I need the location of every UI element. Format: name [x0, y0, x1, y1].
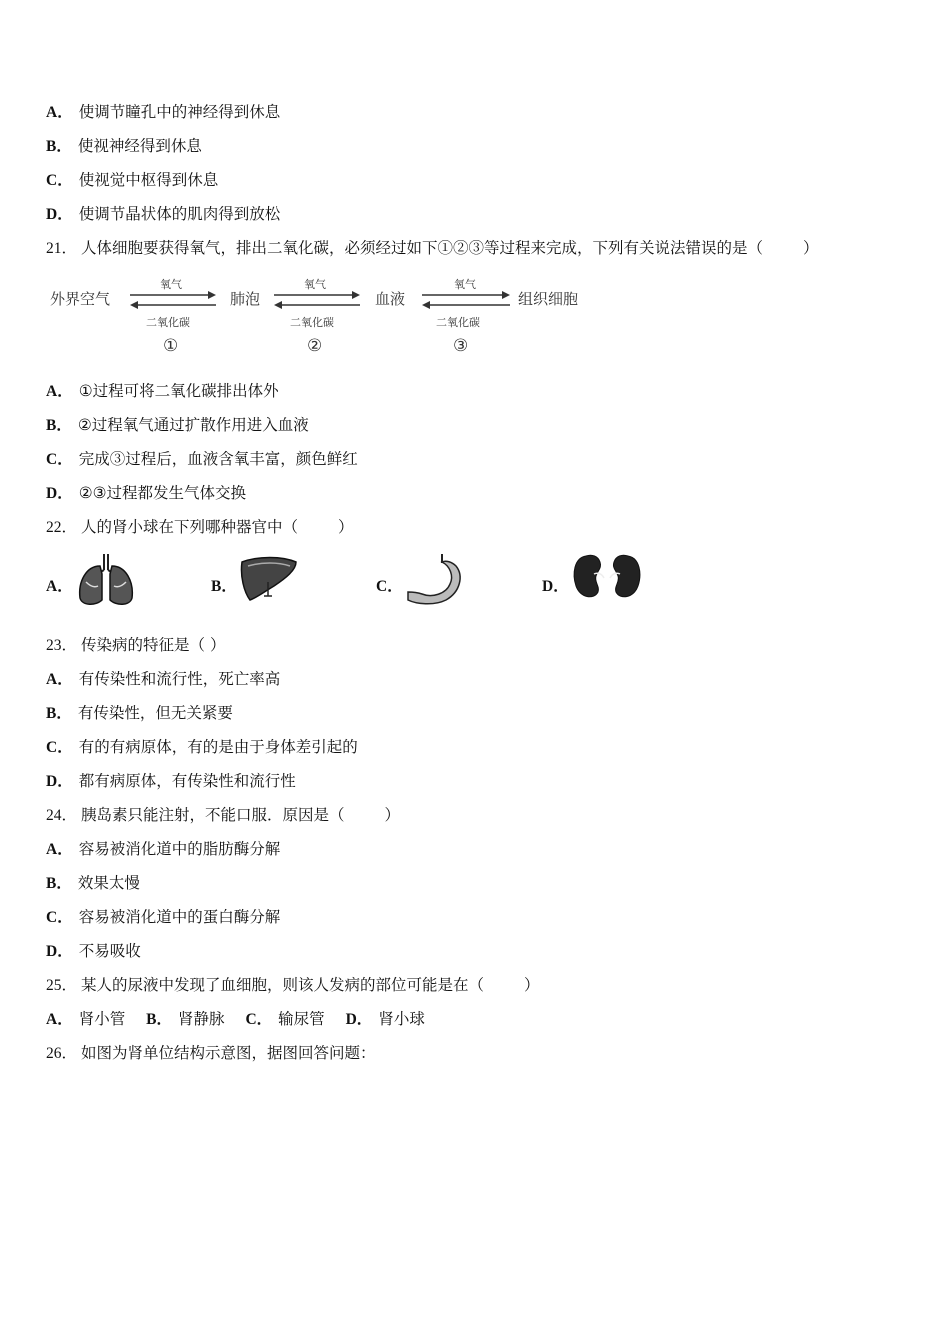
q25-option-c-label: C．: [245, 1011, 273, 1028]
q26-stem: 26． 如图为肾单位结构示意图，据图回答问题：: [46, 1044, 376, 1062]
q25-option-c-text: 输尿管: [278, 1010, 325, 1028]
node-tissue-cells: 组织细胞: [518, 290, 579, 308]
q21-option-d: D． ②③过程都发生气体交换: [46, 484, 246, 502]
label-co2-2: 二氧化碳: [290, 316, 334, 329]
q21-option-c: C． 完成③过程后，血液含氧丰富，颜色鲜红: [46, 450, 358, 468]
node-outside-air: 外界空气: [50, 290, 111, 308]
q22-option-a-label: A．: [46, 578, 73, 595]
q24-option-d: D． 不易吸收: [46, 942, 141, 960]
q25-stem: 25． 某人的尿液中发现了血细胞，则该人发病的部位可能是在（ ）: [46, 976, 540, 994]
node-blood: 血液: [375, 290, 406, 308]
step-1: ①: [163, 336, 179, 356]
step-3: ③: [453, 336, 469, 356]
q20-option-d: D． 使调节晶状体的肌肉得到放松: [46, 205, 281, 223]
q23-option-b: B． 有传染性，但无关紧要: [46, 704, 233, 722]
q25-option-b-label: B．: [146, 1011, 172, 1028]
q24-option-b: B． 效果太慢: [46, 874, 140, 892]
gas-exchange-diagram: [46, 276, 606, 366]
q20-option-c: C． 使视觉中枢得到休息: [46, 171, 219, 189]
q23-option-d: D． 都有病原体，有传染性和流行性: [46, 772, 296, 790]
double-arrow-1: [128, 290, 218, 310]
q22-option-c-label: C．: [376, 578, 403, 595]
label-oxygen-3: 氧气: [454, 278, 476, 291]
node-alveoli: 肺泡: [230, 290, 261, 308]
q21-option-b: B． ②过程氧气通过扩散作用进入血液: [46, 416, 309, 434]
kidneys-icon: [572, 552, 644, 602]
q24-stem: 24． 胰岛素只能注射，不能口服．原因是（ ）: [46, 806, 401, 824]
q22-stem: 22． 人的肾小球在下列哪种器官中（ ）: [46, 518, 354, 536]
q21-stem: 21． 人体细胞要获得氧气，排出二氧化碳，必须经过如下①②③等过程来完成，下列有关说法错误的是（ ）: [46, 239, 819, 257]
q21-option-a: A． ①过程可将二氧化碳排出体外: [46, 382, 279, 400]
q25-option-d-label: D．: [345, 1011, 373, 1028]
double-arrow-2: [272, 290, 362, 310]
q23-option-c: C． 有的有病原体，有的是由于身体差引起的: [46, 738, 358, 756]
label-oxygen-1: 氧气: [160, 278, 182, 291]
q25-options: [46, 1009, 425, 1030]
label-co2-1: 二氧化碳: [146, 316, 190, 329]
label-co2-3: 二氧化碳: [436, 316, 480, 329]
q23-stem: 23． 传染病的特征是（ ）: [46, 636, 226, 654]
q25-option-a-text: 肾小管: [78, 1010, 126, 1028]
step-2: ②: [307, 336, 323, 356]
q22-option-d-label: D．: [542, 578, 569, 595]
q22-options: [46, 548, 686, 618]
q25-option-b-text: 肾静脉: [178, 1010, 225, 1028]
label-oxygen-2: 氧气: [304, 278, 326, 291]
q24-option-a: A． 容易被消化道中的脂肪酶分解: [46, 840, 281, 858]
q20-option-a: A． 使调节瞳孔中的神经得到休息: [46, 103, 281, 121]
lungs-icon: [76, 552, 136, 606]
q20-option-b: B． 使视神经得到休息: [46, 137, 202, 155]
liver-icon: [238, 552, 300, 606]
double-arrow-3: [420, 290, 512, 310]
stomach-icon: [406, 552, 466, 606]
q24-option-c: C． 容易被消化道中的蛋白酶分解: [46, 908, 281, 926]
q25-option-d-text: 肾小球: [378, 1010, 425, 1028]
q22-option-b-label: B．: [211, 578, 237, 595]
q25-option-a-label: A．: [46, 1011, 73, 1028]
q23-option-a: A． 有传染性和流行性，死亡率高: [46, 670, 281, 688]
